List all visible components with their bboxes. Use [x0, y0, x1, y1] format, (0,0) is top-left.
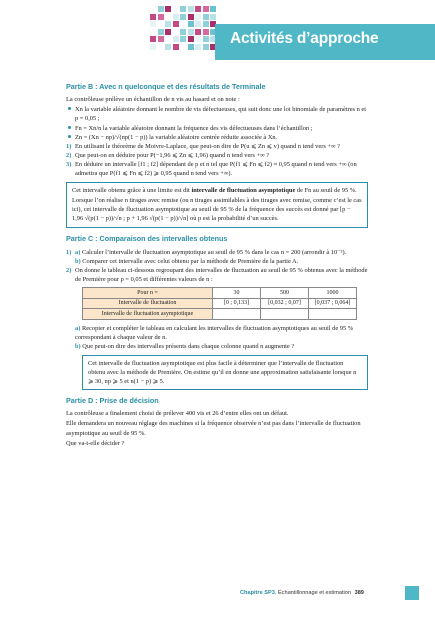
table-cell: [309, 309, 357, 320]
table-cell: [0,032 ; 0,07]: [261, 298, 309, 309]
decorative-square: [150, 36, 156, 42]
partie-b-intro: La contrôleuse prélève un échantillon de n vis au hasard et on note :: [66, 96, 240, 104]
definition-box-line-2: Lorsque l’on réalise n tirages avec remise (ou n tirages assimilables à des tirages avec remise, comme c’est le cas ici), cet intervalle de fluctuation asymptotique au seuil de 95 % de la fréquence des succès est donné par [p − 1,96 √(p(1 − p))/√n ; p + 1,96 √(p(1 − p))/√n] où p est la probabilité d’un succès.: [72, 197, 362, 223]
question-text: En utilisant le théorème de Moivre-Laplace, que peut-on dire de P(u ⩽ Zn ⩽ v) quand n tend vers +∞ ?: [75, 142, 341, 150]
decorative-square: [188, 6, 194, 12]
page-content: [66, 82, 368, 449]
question-text: En déduire un intervalle [f1 ; f2] dépendant de p et n tel que P(f1 ⩽ Fn ⩽ f2) ≈ 0,95 quand n tend vers +∞ (on admettra que P(f1 ⩽ Fn ⩽ f2) ⩾ 0,95 quand n tend vers +∞).: [75, 160, 357, 177]
decorative-square: [158, 36, 164, 42]
decorative-square: [165, 29, 171, 35]
section-title-partie-c: Partie C : Comparaison des intervalles obtenus: [66, 234, 228, 244]
decorative-square: [195, 36, 201, 42]
question-c2: [66, 266, 368, 284]
sub-question-letter: b): [75, 342, 81, 350]
partie-d-question: Que va-t-elle décider ?: [66, 439, 125, 447]
decorative-square: [150, 21, 156, 27]
question-text: Recopier et compléter le tableau en calculant les intervalles de fluctuation asymptotiques au seuil de 95 % correspondant à chaque valeur de n.: [75, 324, 354, 341]
table-cell: Intervalle de fluctuation: [83, 298, 213, 309]
table-cell: [261, 309, 309, 320]
bullet-text: Zn = (Xn − np)/√(np(1 − p)) la variable aléatoire centrée réduite associée à Xn.: [75, 133, 278, 141]
decorative-square: [195, 6, 201, 12]
decorative-square: [188, 36, 194, 42]
section-title-partie-b: Partie B : Avec n quelconque et des résultats de Terminale: [66, 82, 266, 91]
decorative-square: [195, 21, 201, 27]
question-number: 1): [66, 248, 72, 256]
decorative-square: [180, 6, 186, 12]
decorative-square: [188, 29, 194, 35]
table-cell: 1000: [309, 288, 357, 299]
decorative-square: [180, 14, 186, 20]
decorative-square: [158, 21, 164, 27]
decorative-square: [180, 44, 186, 50]
bullet-dot-icon: [68, 135, 71, 138]
question-number: 1): [66, 142, 72, 150]
table-cell: 500: [261, 288, 309, 299]
decorative-square: [150, 44, 156, 50]
decorative-square: [203, 44, 209, 50]
bullet-text: Xn la variable aléatoire donnant le nombre de vis défectueuses, qui suit donc une loi binomiale de paramètres n et p = 0,05 ;: [75, 106, 367, 123]
decorative-square: [173, 21, 179, 27]
decorative-square-grid: [150, 6, 216, 50]
decorative-square: [158, 6, 164, 12]
partie-d-paragraph-1: La contrôleuse a finalement choisi de prélever 400 vis et 26 d’entre elles ont un défaut.: [66, 410, 289, 418]
decorative-square: [203, 21, 209, 27]
page-title: Activités d’approche: [230, 30, 379, 47]
bullet-dot-icon: [68, 107, 71, 110]
sub-question-letter: a): [75, 324, 81, 332]
page-footer: [240, 590, 364, 598]
question-text: Calculer l’intervalle de fluctuation asymptotique au seuil de 95 % dans le cas n = 200 (arrondir à 10⁻³).: [81, 248, 347, 256]
table-cell: [0 ; 0,133]: [213, 298, 261, 309]
section-title-partie-d: Partie D : Prise de décision: [66, 396, 159, 406]
decorative-square: [188, 14, 194, 20]
decorative-square: [180, 21, 186, 27]
decorative-square: [173, 44, 179, 50]
table-row: [83, 298, 357, 309]
footer-chapter: Chapitre SP3.: [240, 590, 277, 596]
decorative-square: [165, 14, 171, 20]
table-cell: Pour n =: [83, 288, 213, 299]
definition-box-asymptotic-interval: [66, 182, 368, 228]
decorative-square: [203, 14, 209, 20]
decorative-square: [165, 36, 171, 42]
question-number: 2): [66, 151, 72, 159]
decorative-square: [195, 44, 201, 50]
decorative-square: [210, 14, 216, 20]
decorative-square: [173, 36, 179, 42]
box-text: de Fn au seuil de 95 %.: [295, 187, 357, 195]
table-cell: [213, 309, 261, 320]
decorative-square: [188, 44, 194, 50]
decorative-square: [150, 14, 156, 20]
decorative-square: [165, 6, 171, 12]
fluctuation-table: [82, 287, 357, 320]
decorative-square: [180, 29, 186, 35]
note-box-approximation: Cet intervalle de fluctuation asymptotique est plus facile à déterminer que l’intervalle de fluctuation obtenu avec la méthode de Première. On estime qu’il en donne une approximation satisfaisante lorsque n ⩾ 30, np ⩾ 5 et n(1 − p) ⩾ 5.: [82, 355, 368, 390]
partie-d-paragraph-2: Elle demandera un nouveau réglage des machines si la fréquence observée n’est pas dans l’intervalle de fluctuation asymptotique au seuil de 95 %.: [66, 420, 361, 437]
table-cell: [0,037 ; 0,064]: [309, 298, 357, 309]
question-number: 3): [66, 160, 72, 168]
question-c1a: [66, 248, 368, 257]
footer-title: Échantillonnage et estimation: [277, 590, 352, 596]
decorative-square: [158, 14, 164, 20]
decorative-square: [173, 6, 179, 12]
question-text: Que peut-on en déduire pour P(−1,96 ⩽ Zn ⩽ 1,96) quand n tend vers +∞ ?: [75, 151, 270, 159]
box-text: Cet intervalle obtenu grâce à une limite est dit: [72, 187, 192, 195]
definition-box-line-1: [72, 186, 362, 195]
decorative-square: [165, 44, 171, 50]
question-c1b: [66, 257, 368, 266]
table-cell: Intervalle de fluctuation asymptotique: [83, 309, 213, 320]
table-cell: 30: [213, 288, 261, 299]
decorative-square: [188, 21, 194, 27]
decorative-square: [203, 29, 209, 35]
box-key-term: intervalle de fluctuation asymptotique: [191, 187, 296, 195]
footer-accent-bar: [405, 586, 419, 600]
decorative-square: [180, 36, 186, 42]
bullet-xn: [66, 105, 368, 123]
question-c2a: [66, 324, 368, 342]
decorative-square: [195, 29, 201, 35]
decorative-square: [203, 36, 209, 42]
question-text: Que peut-on dire des intervalles présents dans chaque colonne quand n augmente ?: [82, 342, 295, 350]
bullet-dot-icon: [68, 126, 71, 129]
question-text: On donne le tableau ci-dessous regroupant des intervalles de fluctuation au seuil de 95 % obtenus avec la méthode de Première pour p = 0,05 et différentes valeurs de n :: [75, 266, 368, 283]
decorative-square: [165, 21, 171, 27]
question-c2b: [66, 342, 368, 351]
table-row: [83, 288, 357, 299]
decorative-square: [195, 14, 201, 20]
decorative-square: [173, 14, 179, 20]
page-number: 389: [354, 590, 364, 596]
bullet-zn: [66, 133, 368, 142]
question-b1: [66, 142, 368, 151]
question-b3: [66, 160, 368, 178]
decorative-square: [150, 6, 156, 12]
table-row: [83, 309, 357, 320]
question-number: 2): [66, 266, 72, 274]
sub-question-letter: b): [75, 257, 81, 265]
question-text: Comparer cet intervalle avec celui obtenu par la méthode de Première de la partie A.: [82, 257, 299, 265]
decorative-square: [158, 44, 164, 50]
decorative-square: [210, 6, 216, 12]
question-b2: [66, 151, 368, 160]
bullet-fn: [66, 124, 368, 133]
bullet-text: Fn = Xn/n la variable aléatoire donnant la fréquence des vis défectueuses dans l’échantillon ;: [75, 124, 313, 132]
sub-question-letter: a): [75, 248, 81, 256]
decorative-square: [158, 29, 164, 35]
decorative-square: [150, 29, 156, 35]
decorative-square: [173, 29, 179, 35]
decorative-square: [203, 6, 209, 12]
